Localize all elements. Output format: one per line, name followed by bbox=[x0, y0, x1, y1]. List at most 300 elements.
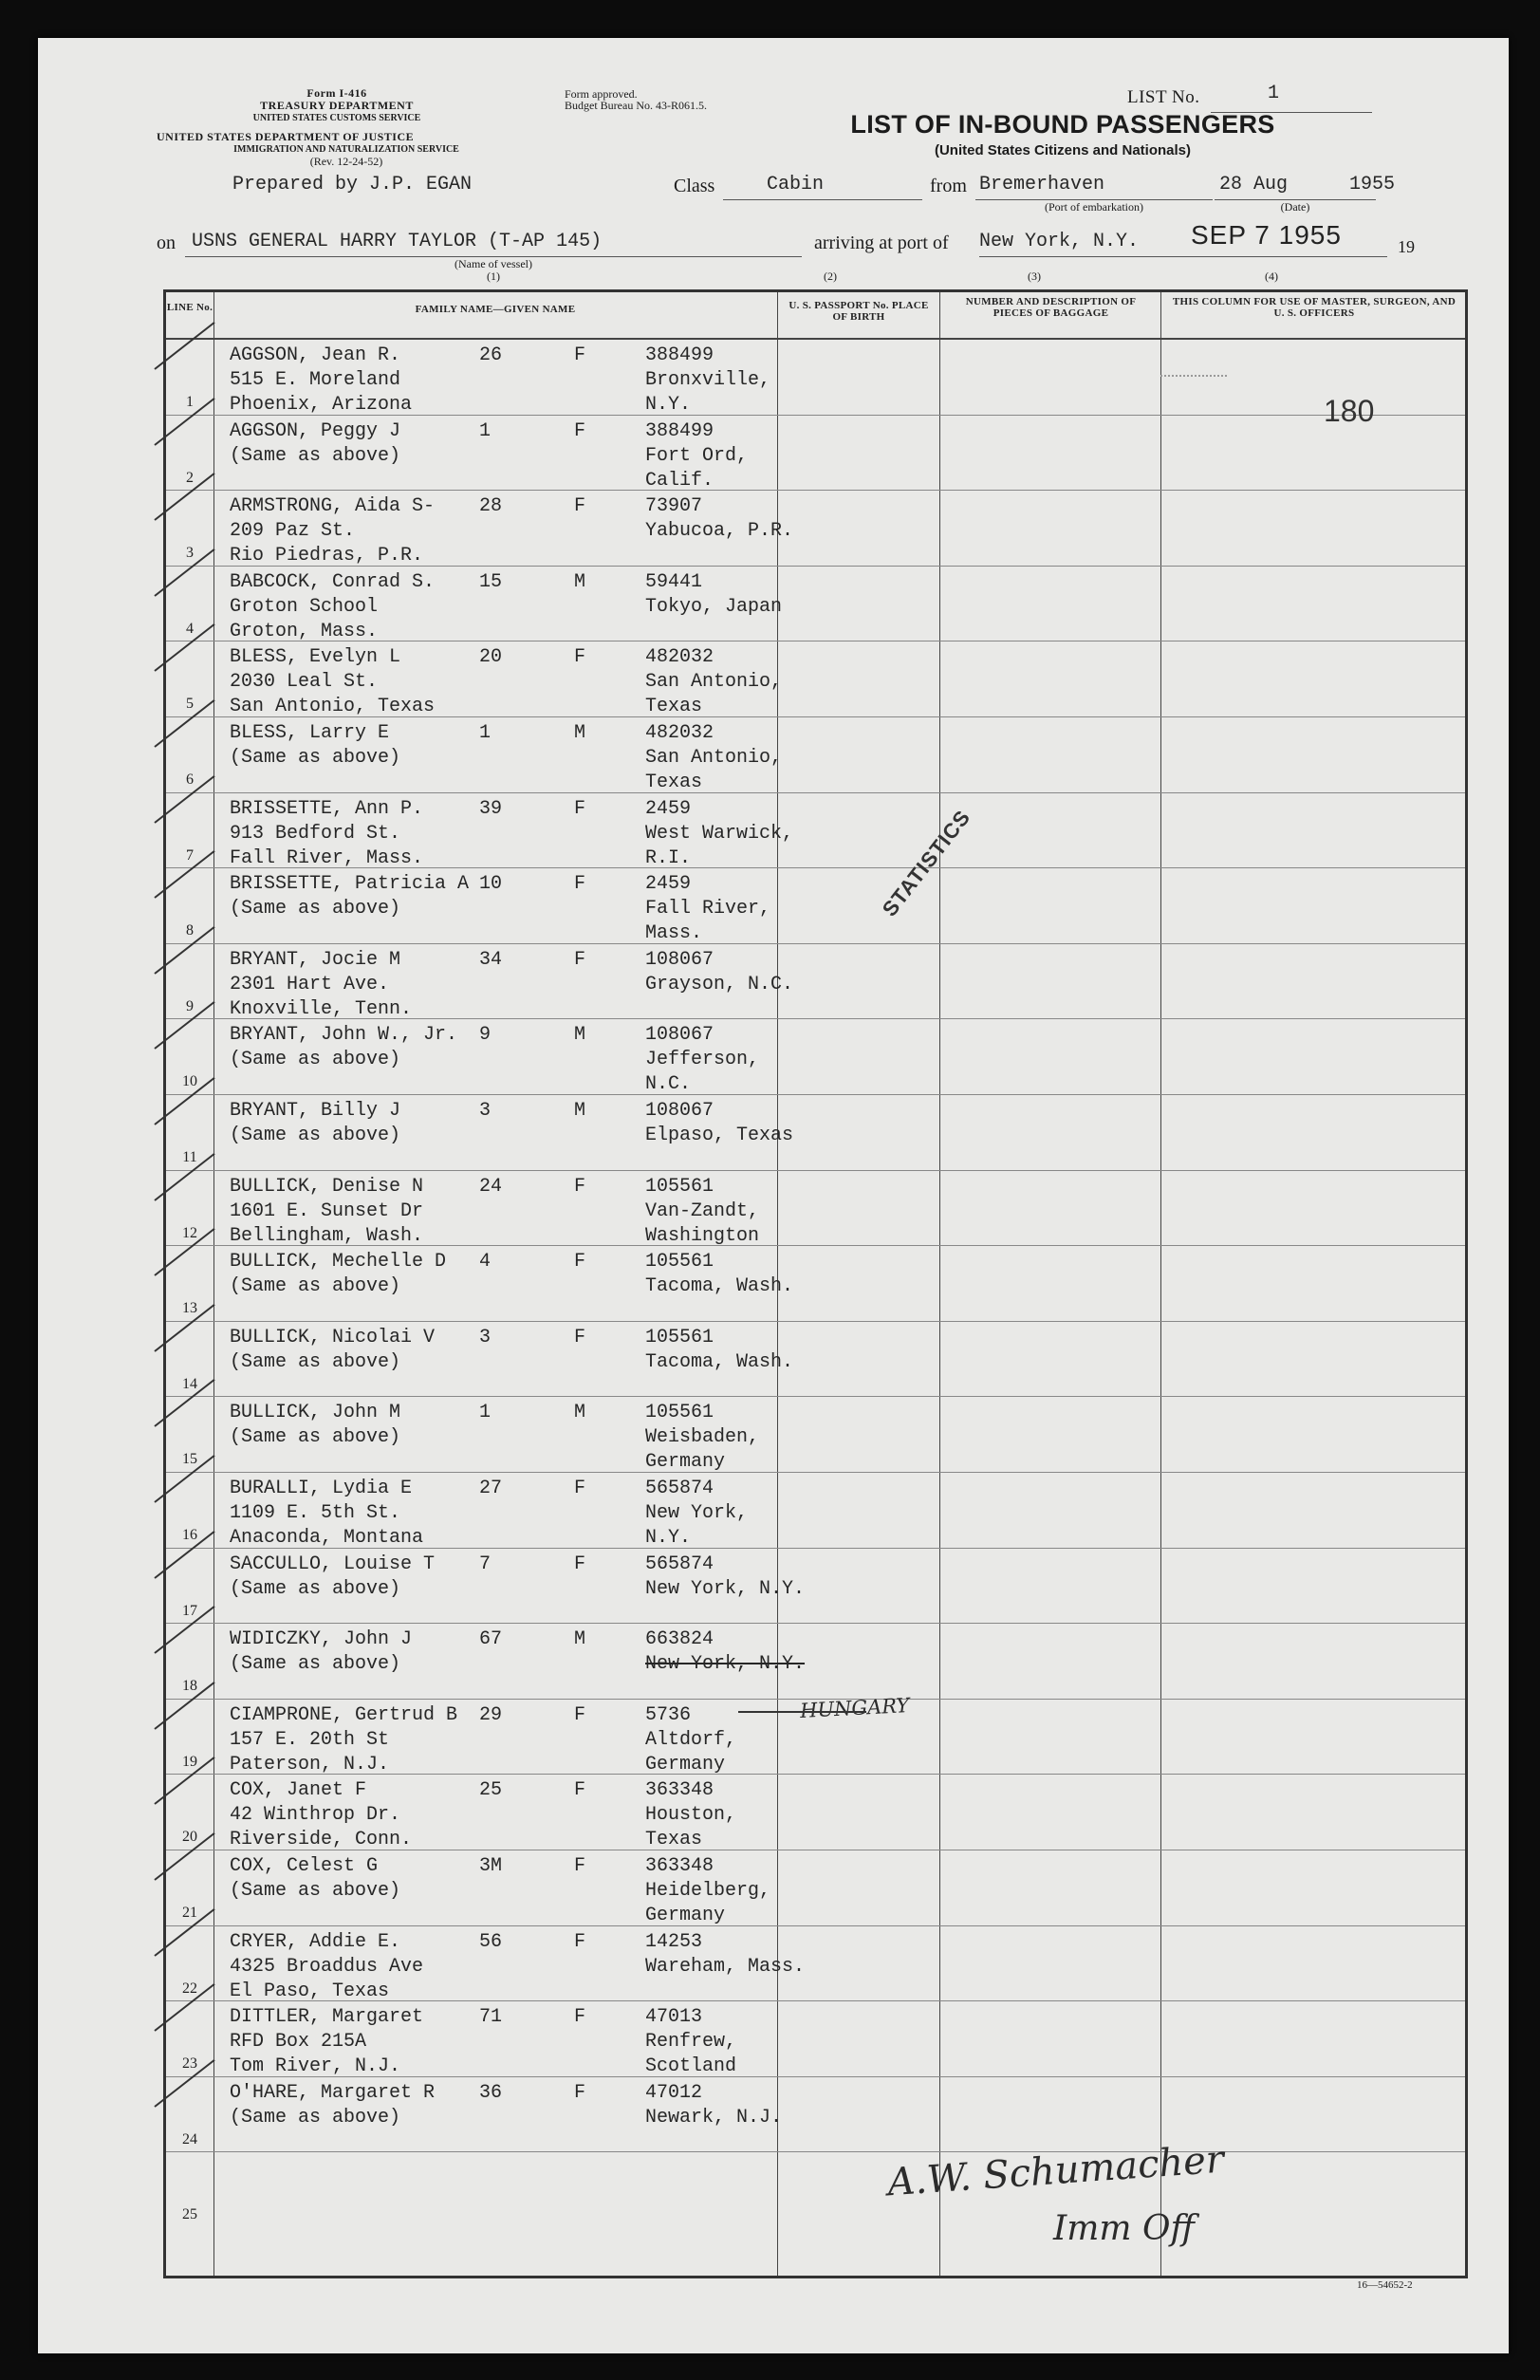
passenger-address: Knoxville, Tenn. bbox=[230, 997, 413, 1020]
passenger-sex: F bbox=[574, 1703, 586, 1726]
passenger-address: 157 E. 20th St bbox=[230, 1728, 390, 1751]
passenger-age: 1 bbox=[479, 722, 492, 744]
check-mark bbox=[154, 322, 214, 370]
place-of-birth: Van-Zandt, bbox=[645, 1199, 760, 1222]
passenger-address: Groton, Mass. bbox=[230, 620, 379, 642]
place-of-birth: New York, N.Y. bbox=[645, 1653, 806, 1676]
passport-block bbox=[645, 1627, 805, 1677]
passenger-age: 26 bbox=[479, 344, 503, 366]
line-number: 20 bbox=[182, 1829, 197, 1846]
passenger-sex: M bbox=[574, 570, 586, 593]
list-no-label: LIST No. bbox=[1127, 87, 1200, 107]
passenger-block bbox=[230, 1401, 400, 1450]
passenger-block bbox=[230, 1778, 412, 1852]
passport-block bbox=[645, 570, 782, 620]
passenger-name: AGGSON, Peggy J bbox=[230, 419, 401, 442]
passenger-address: (Same as above) bbox=[230, 1426, 401, 1449]
passenger-block bbox=[230, 1553, 435, 1602]
table-row bbox=[166, 868, 1465, 943]
passenger-age: 36 bbox=[479, 2081, 503, 2104]
passenger-sex: F bbox=[574, 1779, 586, 1802]
table-row bbox=[166, 1171, 1465, 1246]
table-row bbox=[166, 641, 1465, 716]
passenger-name: BULLICK, Denise N bbox=[230, 1175, 424, 1198]
line-number: 24 bbox=[182, 2130, 197, 2148]
passenger-address: San Antonio, Texas bbox=[230, 696, 436, 718]
passport-number: 105561 bbox=[645, 1326, 714, 1348]
passport-number: 14253 bbox=[645, 1930, 703, 1953]
passenger-address: 209 Paz St. bbox=[230, 520, 356, 543]
place-of-birth: N.Y. bbox=[645, 1527, 692, 1549]
line-number: 3 bbox=[186, 545, 194, 562]
passenger-name: BRISSETTE, Patricia A bbox=[230, 873, 470, 896]
place-of-birth: Newark, N.J. bbox=[645, 2106, 783, 2129]
passenger-block bbox=[230, 645, 435, 719]
passenger-name: WIDICZKY, John J bbox=[230, 1628, 413, 1651]
passenger-address: (Same as above) bbox=[230, 747, 401, 769]
passenger-age: 20 bbox=[479, 646, 503, 669]
passenger-address: 913 Bedford St. bbox=[230, 822, 401, 845]
passenger-name: BLESS, Larry E bbox=[230, 722, 390, 744]
line-number: 17 bbox=[182, 1602, 197, 1619]
line-number: 21 bbox=[182, 1905, 197, 1921]
place-of-birth: Calif. bbox=[645, 469, 714, 492]
passenger-address: 2030 Leal St. bbox=[230, 671, 379, 694]
passenger-block bbox=[230, 2081, 435, 2130]
from-label: from bbox=[930, 176, 967, 196]
revision-date: (Rev. 12-24-52) bbox=[309, 155, 383, 168]
passenger-age: 28 bbox=[479, 495, 503, 518]
passenger-address: (Same as above) bbox=[230, 1577, 401, 1600]
passenger-name: BABCOCK, Conrad S. bbox=[230, 570, 436, 593]
line-number: 4 bbox=[186, 620, 194, 637]
passenger-age: 15 bbox=[479, 570, 503, 593]
table-row bbox=[166, 1926, 1465, 2001]
passport-number: 2459 bbox=[645, 873, 692, 896]
passenger-address: (Same as above) bbox=[230, 444, 401, 467]
place-of-birth: Fall River, bbox=[645, 898, 771, 920]
place-of-birth: R.I. bbox=[645, 846, 692, 869]
passport-block bbox=[645, 419, 748, 493]
embarkation-caption: (Port of embarkation) bbox=[1045, 200, 1143, 214]
port-of-embarkation: Bremerhaven bbox=[979, 174, 1105, 195]
passenger-sex: F bbox=[574, 495, 586, 518]
passport-number: 388499 bbox=[645, 419, 714, 442]
passenger-sex: F bbox=[574, 2006, 586, 2029]
passenger-name: ARMSTRONG, Aida S- bbox=[230, 495, 436, 518]
passenger-age: 34 bbox=[479, 948, 503, 971]
passport-block bbox=[645, 1326, 793, 1375]
passenger-sex: M bbox=[574, 1628, 586, 1651]
table-row bbox=[166, 1549, 1465, 1624]
line-number: 7 bbox=[186, 846, 194, 864]
passenger-age: 25 bbox=[479, 1779, 503, 1802]
passport-block bbox=[645, 1930, 805, 1980]
passport-number: 5736 bbox=[645, 1703, 692, 1726]
col-3-marker: (3) bbox=[1028, 270, 1041, 283]
passenger-name: BULLICK, John M bbox=[230, 1402, 401, 1424]
passenger-age: 7 bbox=[479, 1553, 492, 1575]
table-row bbox=[166, 1322, 1465, 1397]
place-of-birth: Germany bbox=[645, 1753, 726, 1776]
passenger-block bbox=[230, 1250, 446, 1299]
passenger-name: CIAMPRONE, Gertrud B bbox=[230, 1703, 458, 1726]
passport-block bbox=[645, 344, 770, 418]
passport-block bbox=[645, 1250, 793, 1299]
passenger-address: Groton School bbox=[230, 595, 379, 618]
table-row bbox=[166, 1624, 1465, 1699]
line-number: 5 bbox=[186, 696, 194, 713]
line-number: 25 bbox=[182, 2206, 197, 2223]
passport-number: 482032 bbox=[645, 722, 714, 744]
passenger-name: SACCULLO, Louise T bbox=[230, 1553, 436, 1575]
passenger-block bbox=[230, 344, 412, 418]
place-of-birth: San Antonio, bbox=[645, 747, 783, 769]
passenger-address: 42 Winthrop Dr. bbox=[230, 1804, 401, 1827]
passenger-block bbox=[230, 1930, 423, 2004]
line-number: 8 bbox=[186, 922, 194, 939]
passenger-sex: F bbox=[574, 646, 586, 669]
passenger-name: COX, Janet F bbox=[230, 1779, 367, 1802]
place-of-birth: Weisbaden, bbox=[645, 1426, 760, 1449]
place-of-birth: Heidelberg, bbox=[645, 1880, 771, 1902]
table-row bbox=[166, 1019, 1465, 1094]
passport-number: 105561 bbox=[645, 1251, 714, 1274]
table-row bbox=[166, 491, 1465, 566]
passport-number: 565874 bbox=[645, 1478, 714, 1499]
passport-block bbox=[645, 1553, 805, 1602]
budget-bureau: Budget Bureau No. 43-R061.5. bbox=[565, 99, 707, 112]
table-row bbox=[166, 1775, 1465, 1850]
passenger-address: (Same as above) bbox=[230, 1125, 401, 1146]
passport-number: 2459 bbox=[645, 797, 692, 820]
passport-number: 108067 bbox=[645, 948, 714, 971]
passenger-name: BRYANT, John W., Jr. bbox=[230, 1024, 458, 1047]
passenger-address: (Same as above) bbox=[230, 2106, 401, 2129]
passenger-address: 1601 E. Sunset Dr bbox=[230, 1199, 424, 1222]
passenger-block bbox=[230, 872, 469, 921]
footer-form-code: 16—54652-2 bbox=[1357, 2279, 1413, 2291]
line-number: 11 bbox=[182, 1149, 197, 1165]
form-subtitle: (United States Citizens and Nationals) bbox=[934, 142, 1192, 158]
passenger-address: Rio Piedras, P.R. bbox=[230, 545, 424, 567]
passenger-block bbox=[230, 1703, 457, 1777]
list-no-value: 1 bbox=[1268, 83, 1280, 104]
passenger-age: 9 bbox=[479, 1024, 492, 1047]
place-of-birth: West Warwick, bbox=[645, 822, 794, 845]
place-of-birth: Tacoma, Wash. bbox=[645, 1350, 794, 1373]
line-number: 22 bbox=[182, 1980, 197, 1997]
passenger-address: (Same as above) bbox=[230, 1350, 401, 1373]
header-passport: U. S. PASSPORT No. PLACE OF BIRTH bbox=[789, 300, 929, 323]
passport-block bbox=[645, 1854, 770, 1928]
place-of-birth: Bronxville, bbox=[645, 369, 771, 391]
passenger-name: COX, Celest G bbox=[230, 1855, 379, 1877]
passenger-sex: F bbox=[574, 1855, 586, 1877]
place-of-birth: Tokyo, Japan bbox=[645, 595, 783, 618]
passenger-sex: F bbox=[574, 1553, 586, 1575]
passenger-name: CRYER, Addie E. bbox=[230, 1930, 401, 1953]
line-number: 10 bbox=[182, 1073, 197, 1090]
passenger-name: BULLICK, Nicolai V bbox=[230, 1326, 436, 1348]
passport-block bbox=[645, 797, 793, 871]
line-number: 1 bbox=[186, 394, 194, 410]
passport-block bbox=[645, 1175, 759, 1249]
passport-number: 105561 bbox=[645, 1175, 714, 1198]
place-of-birth: Scotland bbox=[645, 2055, 737, 2078]
line-number: 13 bbox=[182, 1300, 197, 1317]
passenger-address: Bellingham, Wash. bbox=[230, 1224, 424, 1247]
place-of-birth: Texas bbox=[645, 696, 703, 718]
passport-number: 105561 bbox=[645, 1402, 714, 1424]
place-of-birth: Elpaso, Texas bbox=[645, 1125, 794, 1146]
table-row bbox=[166, 1095, 1465, 1170]
passport-block bbox=[645, 1099, 793, 1148]
place-of-birth: N.C. bbox=[645, 1073, 692, 1096]
table-row bbox=[166, 1246, 1465, 1321]
place-of-birth: N.Y. bbox=[645, 394, 692, 416]
passenger-address: (Same as above) bbox=[230, 1880, 401, 1902]
place-of-birth: Jefferson, bbox=[645, 1049, 760, 1071]
form-title: LIST OF IN-BOUND PASSENGERS bbox=[850, 110, 1275, 139]
nineteen-label: 19 bbox=[1398, 237, 1415, 256]
passenger-address: Anaconda, Montana bbox=[230, 1527, 424, 1549]
hungary-correction: HUNGARY bbox=[799, 1693, 910, 1723]
passenger-age: 3 bbox=[479, 1326, 492, 1348]
place-of-birth: Tacoma, Wash. bbox=[645, 1275, 794, 1298]
line-number: 14 bbox=[182, 1375, 197, 1392]
passport-block bbox=[645, 645, 782, 719]
line-number: 6 bbox=[186, 772, 194, 788]
line-number: 23 bbox=[182, 2055, 197, 2073]
passenger-age: 39 bbox=[479, 797, 503, 820]
passport-number: 73907 bbox=[645, 495, 703, 518]
place-of-birth: Texas bbox=[645, 772, 703, 793]
passport-number: 108067 bbox=[645, 1100, 714, 1122]
passenger-name: BULLICK, Mechelle D bbox=[230, 1251, 447, 1274]
header-name: FAMILY NAME—GIVEN NAME bbox=[415, 304, 576, 315]
passenger-age: 1 bbox=[479, 419, 492, 442]
passenger-block bbox=[230, 1326, 435, 1375]
passenger-age: 67 bbox=[479, 1628, 503, 1651]
passenger-age: 3M bbox=[479, 1855, 503, 1877]
passport-block bbox=[645, 1703, 736, 1777]
passenger-sex: M bbox=[574, 722, 586, 744]
class-label: Class bbox=[674, 176, 715, 196]
place-of-birth: Germany bbox=[645, 1905, 726, 1926]
passenger-block bbox=[230, 721, 400, 771]
passenger-block bbox=[230, 948, 412, 1022]
vessel-caption: (Name of vessel) bbox=[455, 257, 532, 270]
embark-date: 28 Aug bbox=[1219, 174, 1289, 195]
passenger-block bbox=[230, 797, 423, 871]
table-row bbox=[166, 717, 1465, 792]
table-row bbox=[166, 2077, 1465, 2152]
passenger-address: (Same as above) bbox=[230, 1275, 401, 1298]
on-label: on bbox=[157, 232, 176, 253]
passenger-sex: M bbox=[574, 1024, 586, 1047]
passenger-sex: F bbox=[574, 797, 586, 820]
port-of-arrival: New York, N.Y. bbox=[979, 231, 1140, 252]
passport-number: 363348 bbox=[645, 1855, 714, 1877]
place-of-birth: Altdorf, bbox=[645, 1728, 737, 1751]
passenger-name: BRISSETTE, Ann P. bbox=[230, 797, 424, 820]
passenger-address: Phoenix, Arizona bbox=[230, 394, 413, 416]
passenger-name: BRYANT, Billy J bbox=[230, 1100, 401, 1122]
place-of-birth: Texas bbox=[645, 1829, 703, 1851]
col-1-marker: (1) bbox=[487, 270, 500, 283]
passenger-address: El Paso, Texas bbox=[230, 1980, 390, 2002]
line-number: 16 bbox=[182, 1527, 197, 1543]
arriving-label: arriving at port of bbox=[814, 232, 949, 253]
passenger-age: 27 bbox=[479, 1478, 503, 1499]
place-of-birth: Yabucoa, P.R. bbox=[645, 520, 794, 543]
place-of-birth: New York, N.Y. bbox=[645, 1577, 806, 1600]
treasury-department: TREASURY DEPARTMENT bbox=[260, 99, 414, 112]
passenger-address: (Same as above) bbox=[230, 1653, 401, 1676]
officer-signature: A.W. Schumacher bbox=[885, 2137, 1226, 2205]
passenger-sex: F bbox=[574, 419, 586, 442]
passport-block bbox=[645, 1023, 759, 1097]
ins-service: IMMIGRATION AND NATURALIZATION SERVICE bbox=[233, 144, 459, 155]
passenger-manifest-sheet bbox=[38, 38, 1509, 2353]
passenger-age: 71 bbox=[479, 2006, 503, 2029]
customs-service: UNITED STATES CUSTOMS SERVICE bbox=[252, 113, 421, 123]
passenger-name: O'HARE, Margaret R bbox=[230, 2081, 436, 2104]
place-of-birth: New York, bbox=[645, 1502, 749, 1524]
prepared-by: Prepared by J.P. EGAN bbox=[232, 174, 473, 195]
table-row bbox=[166, 793, 1465, 868]
line-number: 19 bbox=[182, 1753, 197, 1770]
officer-number: 180 bbox=[1324, 394, 1375, 428]
passenger-age: 56 bbox=[479, 1930, 503, 1953]
place-of-birth: Grayson, N.C. bbox=[645, 973, 794, 995]
line-number: 9 bbox=[186, 997, 194, 1014]
class-value: Cabin bbox=[767, 174, 825, 195]
passenger-address: Tom River, N.J. bbox=[230, 2055, 401, 2078]
passport-block bbox=[645, 1778, 736, 1852]
passenger-address: 515 E. Moreland bbox=[230, 369, 401, 391]
passenger-block bbox=[230, 1099, 400, 1148]
passenger-age: 4 bbox=[479, 1251, 492, 1274]
passenger-sex: F bbox=[574, 344, 586, 366]
passport-block bbox=[645, 948, 793, 997]
passenger-block bbox=[230, 1627, 412, 1677]
passport-number: 482032 bbox=[645, 646, 714, 669]
passenger-sex: F bbox=[574, 2081, 586, 2104]
form-approved: Form approved. bbox=[565, 87, 638, 101]
place-of-birth: Germany bbox=[645, 1451, 726, 1474]
passport-number: 47012 bbox=[645, 2081, 703, 2104]
form-number: Form I-416 bbox=[306, 86, 367, 100]
line-number: 12 bbox=[182, 1224, 197, 1241]
passenger-address: 4325 Broaddus Ave bbox=[230, 1955, 424, 1978]
table-row bbox=[166, 2001, 1465, 2076]
place-of-birth: Fort Ord, bbox=[645, 444, 749, 467]
passenger-sex: F bbox=[574, 948, 586, 971]
passenger-name: BURALLI, Lydia E bbox=[230, 1478, 413, 1499]
embark-year: 1955 bbox=[1349, 174, 1396, 195]
passenger-block bbox=[230, 2005, 423, 2079]
passport-number: 47013 bbox=[645, 2006, 703, 2029]
passenger-name: BLESS, Evelyn L bbox=[230, 646, 401, 669]
place-of-birth: Houston, bbox=[645, 1804, 737, 1827]
passenger-address: Fall River, Mass. bbox=[230, 846, 424, 869]
table-row bbox=[166, 944, 1465, 1019]
line-number: 18 bbox=[182, 1678, 197, 1695]
passenger-age: 24 bbox=[479, 1175, 503, 1198]
passenger-address: Riverside, Conn. bbox=[230, 1829, 413, 1851]
place-of-birth: Wareham, Mass. bbox=[645, 1955, 806, 1978]
passenger-address: RFD Box 215A bbox=[230, 2031, 367, 2054]
passenger-sex: F bbox=[574, 1251, 586, 1274]
passenger-block bbox=[230, 570, 435, 644]
passenger-block bbox=[230, 1854, 400, 1904]
passport-block bbox=[645, 1477, 748, 1551]
passport-number: 59441 bbox=[645, 570, 703, 593]
passenger-sex: F bbox=[574, 1478, 586, 1499]
table-row bbox=[166, 1473, 1465, 1548]
passport-block bbox=[645, 1401, 759, 1475]
col-2-marker: (2) bbox=[824, 270, 837, 283]
passenger-address: 2301 Hart Ave. bbox=[230, 973, 390, 995]
passport-number: 565874 bbox=[645, 1553, 714, 1575]
passport-block bbox=[645, 872, 770, 946]
department-of-justice: UNITED STATES DEPARTMENT OF JUSTICE bbox=[157, 130, 415, 143]
arrival-date-stamp: SEP 7 1955 bbox=[1191, 220, 1342, 250]
officer-title: Imm Off bbox=[1053, 2209, 1195, 2248]
passenger-block bbox=[230, 494, 435, 568]
passenger-sex: F bbox=[574, 1326, 586, 1348]
date-caption: (Date) bbox=[1280, 200, 1310, 214]
passport-block bbox=[645, 2081, 782, 2130]
passenger-age: 3 bbox=[479, 1100, 492, 1122]
table-row bbox=[166, 1850, 1465, 1925]
table-row bbox=[166, 1397, 1465, 1472]
place-of-birth: Mass. bbox=[645, 922, 703, 945]
passenger-name: DITTLER, Margaret bbox=[230, 2006, 424, 2029]
place-of-birth: Renfrew, bbox=[645, 2031, 737, 2054]
header-officers: THIS COLUMN FOR USE OF MASTER, SURGEON, AND U. S. OFFICERS bbox=[1172, 296, 1457, 319]
passenger-sex: F bbox=[574, 1930, 586, 1953]
header-line-no: LINE No. bbox=[166, 302, 213, 313]
line-number: 15 bbox=[182, 1451, 197, 1468]
passport-number: 388499 bbox=[645, 344, 714, 366]
passenger-age: 10 bbox=[479, 873, 503, 896]
table-row bbox=[166, 340, 1465, 415]
passenger-sex: M bbox=[574, 1402, 586, 1424]
passenger-block bbox=[230, 1477, 423, 1551]
passenger-age: 29 bbox=[479, 1703, 503, 1726]
passenger-address: 1109 E. 5th St. bbox=[230, 1502, 401, 1524]
passenger-block bbox=[230, 1023, 457, 1072]
passenger-block bbox=[230, 1175, 423, 1249]
passenger-address: (Same as above) bbox=[230, 898, 401, 920]
table-row bbox=[166, 416, 1465, 491]
passenger-sex: M bbox=[574, 1100, 586, 1122]
table-row bbox=[166, 567, 1465, 641]
passport-number: 108067 bbox=[645, 1024, 714, 1047]
passenger-sex: F bbox=[574, 1175, 586, 1198]
place-of-birth: San Antonio, bbox=[645, 671, 783, 694]
passport-number: 363348 bbox=[645, 1779, 714, 1802]
passenger-sex: F bbox=[574, 873, 586, 896]
place-of-birth: Washington bbox=[645, 1224, 760, 1247]
passenger-address: Paterson, N.J. bbox=[230, 1753, 390, 1776]
line-number: 2 bbox=[186, 469, 194, 486]
table-row bbox=[166, 2152, 1465, 2227]
passenger-name: BRYANT, Jocie M bbox=[230, 948, 401, 971]
